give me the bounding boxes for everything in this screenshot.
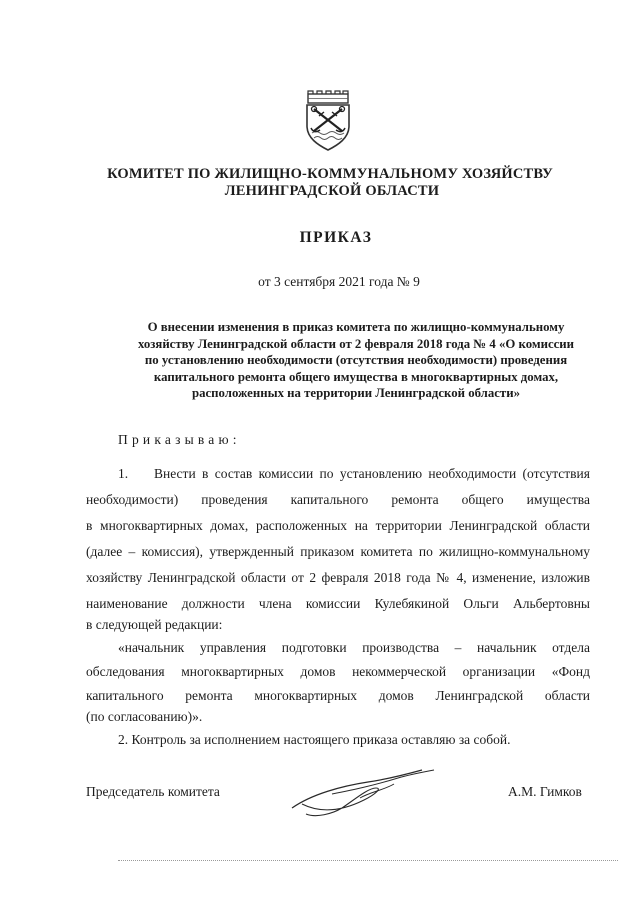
scan-dotted-line xyxy=(118,860,618,861)
document-type: ПРИКАЗ xyxy=(299,229,373,246)
quote-text-line: (по согласованию)». xyxy=(86,709,203,724)
quote-text-line: «начальник управления подготовки производства – начальник отдела xyxy=(118,640,590,655)
item-text-line: наименование должности члена комиссии Кулебякиной Ольги Альбертовны xyxy=(86,596,590,611)
order-word: Приказываю: xyxy=(118,432,241,447)
item-text-line: необходимости) проведения капитального ремонта общего имущества xyxy=(86,492,590,507)
item-text-line: в следующей редакции: xyxy=(86,617,223,632)
signatory-name: А.М. Гимков xyxy=(508,784,582,799)
subject-line: О внесении изменения в приказ комитета по жилищно-коммунальному xyxy=(147,320,565,334)
handwritten-signature xyxy=(272,764,442,824)
item-text-line: Внести в состав комиссии по установлению необходимости (отсутствия xyxy=(154,466,590,481)
subject-line: капитального ремонта общего имущества в многоквартирных домах, xyxy=(153,369,559,384)
item2-text: 2. Контроль за исполнением настоящего приказа оставляю за собой. xyxy=(118,732,511,747)
quote-text-line: обследования многоквартирных домов некоммерческой организации «Фонд xyxy=(86,664,590,679)
coat-of-arms-icon xyxy=(300,90,356,152)
item-text-line: в многоквартирных домах, расположенных на территории Ленинградской области xyxy=(86,518,590,533)
subject-line: по установлению необходимости (отсутствия необходимости) проведения xyxy=(144,353,568,367)
item-text-line: хозяйству Ленинградской области от 2 февраля 2018 года № 4, изменение, изложив xyxy=(86,570,590,585)
subject-line: расположенных на территории Ленинградской области» xyxy=(191,386,520,400)
subject-line: хозяйству Ленинградской области от 2 февраля 2018 года № 4 «О комиссии xyxy=(137,336,575,351)
quote-text-line: капитального ремонта многоквартирных домов Ленинградской области xyxy=(86,688,590,703)
document-subject xyxy=(118,319,594,402)
item-number: 1. xyxy=(118,466,129,481)
organization-name-line1: КОМИТЕТ ПО ЖИЛИЩНО-КОММУНАЛЬНОМУ ХОЗЯЙСТВУ xyxy=(107,166,553,182)
organization-name-line2: ЛЕНИНГРАДСКОЙ ОБЛАСТИ xyxy=(224,183,440,199)
document-date: от 3 сентября 2021 года № 9 xyxy=(258,274,420,289)
signatory-title: Председатель комитета xyxy=(86,784,220,799)
item-text-line: (далее – комиссия), утвержденный приказом комитета по жилищно-коммунальному xyxy=(86,544,590,559)
